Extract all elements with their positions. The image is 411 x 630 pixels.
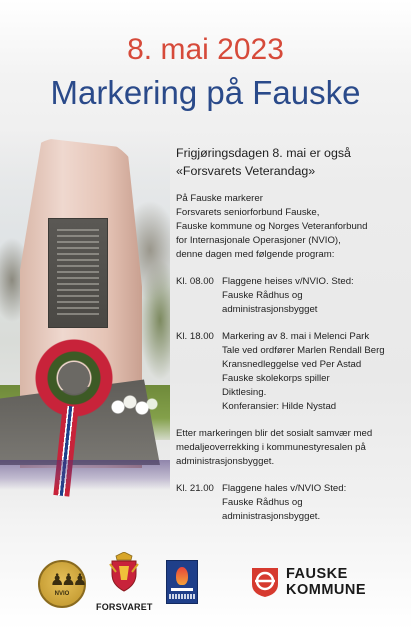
intro-line: Forsvarets seniorforbund Fauske, [176,207,320,218]
program-item [176,275,406,317]
fauske-logo-line1: FAUSKE [286,566,348,582]
veteran-figures-icon: ♟♟♟ [50,570,85,589]
after-line: Etter markeringen blir det sosialt samvær med [176,428,373,439]
intro-line: denne dagen med følgende program: [176,249,335,260]
after-line: administrasjonsbygget. [176,456,275,467]
intro-paragraph [176,192,406,262]
nvio-logo-text: NVIO [54,591,70,597]
intro-line: Fauske kommune og Norges Veteranforbund [176,221,368,232]
seniorforbund-stripe [171,588,193,591]
fauske-logo-line2: KOMMUNE [286,582,367,598]
intro-line: for Internasjonale Operasjoner (NVIO), [176,235,341,246]
after-paragraph [176,427,406,469]
wreath-center [58,362,90,394]
memorial-plaque [48,218,108,328]
program-description [222,275,406,317]
program-line: Flaggene hales v/NVIO Sted: [222,483,347,494]
seniorforbund-flame-icon [176,567,188,585]
after-line: medaljeoverrekking i kommunestyresalen på [176,442,366,453]
seniorforbund-logo-icon [166,560,198,604]
memorial-photo [0,130,170,515]
subtitle-line: «Forsvarets Veterandag» [176,164,316,178]
fauske-kommune-logo [250,564,380,600]
program-line: Konferansier: Hilde Nystad [222,401,337,412]
program-line: Diktlesing. [222,387,267,398]
program-line: Fauske Rådhus og [222,290,303,301]
fauske-kommune-shield-icon [250,566,280,598]
nvio-logo-icon [38,560,86,608]
white-flowers [108,392,158,422]
program-time: Kl. 21.00 [176,483,214,494]
subtitle-line: Frigjøringsdagen 8. mai er også [176,146,351,160]
program-text [176,144,406,537]
program-line: Kransnedleggelse ved Per Astad [222,359,362,370]
program-item-closing [176,482,406,524]
forsvaret-crest-icon [107,552,141,592]
program-line: Fauske skolekorps spiller [222,373,330,384]
program-description [222,330,406,414]
seniorforbund-fine-print [169,594,195,599]
sponsor-logos [0,548,411,618]
date-title: 8. mai 2023 [127,33,284,66]
program-time: Kl. 08.00 [176,276,214,287]
program-line: Markering av 8. mai i Melenci Park [222,331,370,342]
program-time: Kl. 18.00 [176,331,214,342]
plaque-inscription [57,229,99,319]
main-title: Markering på Fauske [50,74,361,111]
subtitle [176,144,406,180]
program-item [176,330,406,414]
intro-line: På Fauske markerer [176,193,263,204]
forsvaret-logo-text: FORSVARET [96,602,153,612]
program-line: Tale ved ordfører Marlen Rendall Berg [222,345,385,356]
program-line: administrasjonsbygget [222,304,318,315]
forsvaret-logo [96,552,152,614]
program-line: administrasjonsbygget. [222,511,321,522]
ground-flowers [0,460,170,490]
program-line: Fauske Rådhus og [222,497,303,508]
program-description [222,482,406,524]
program-line: Flaggene heises v/NVIO. Sted: [222,276,354,287]
